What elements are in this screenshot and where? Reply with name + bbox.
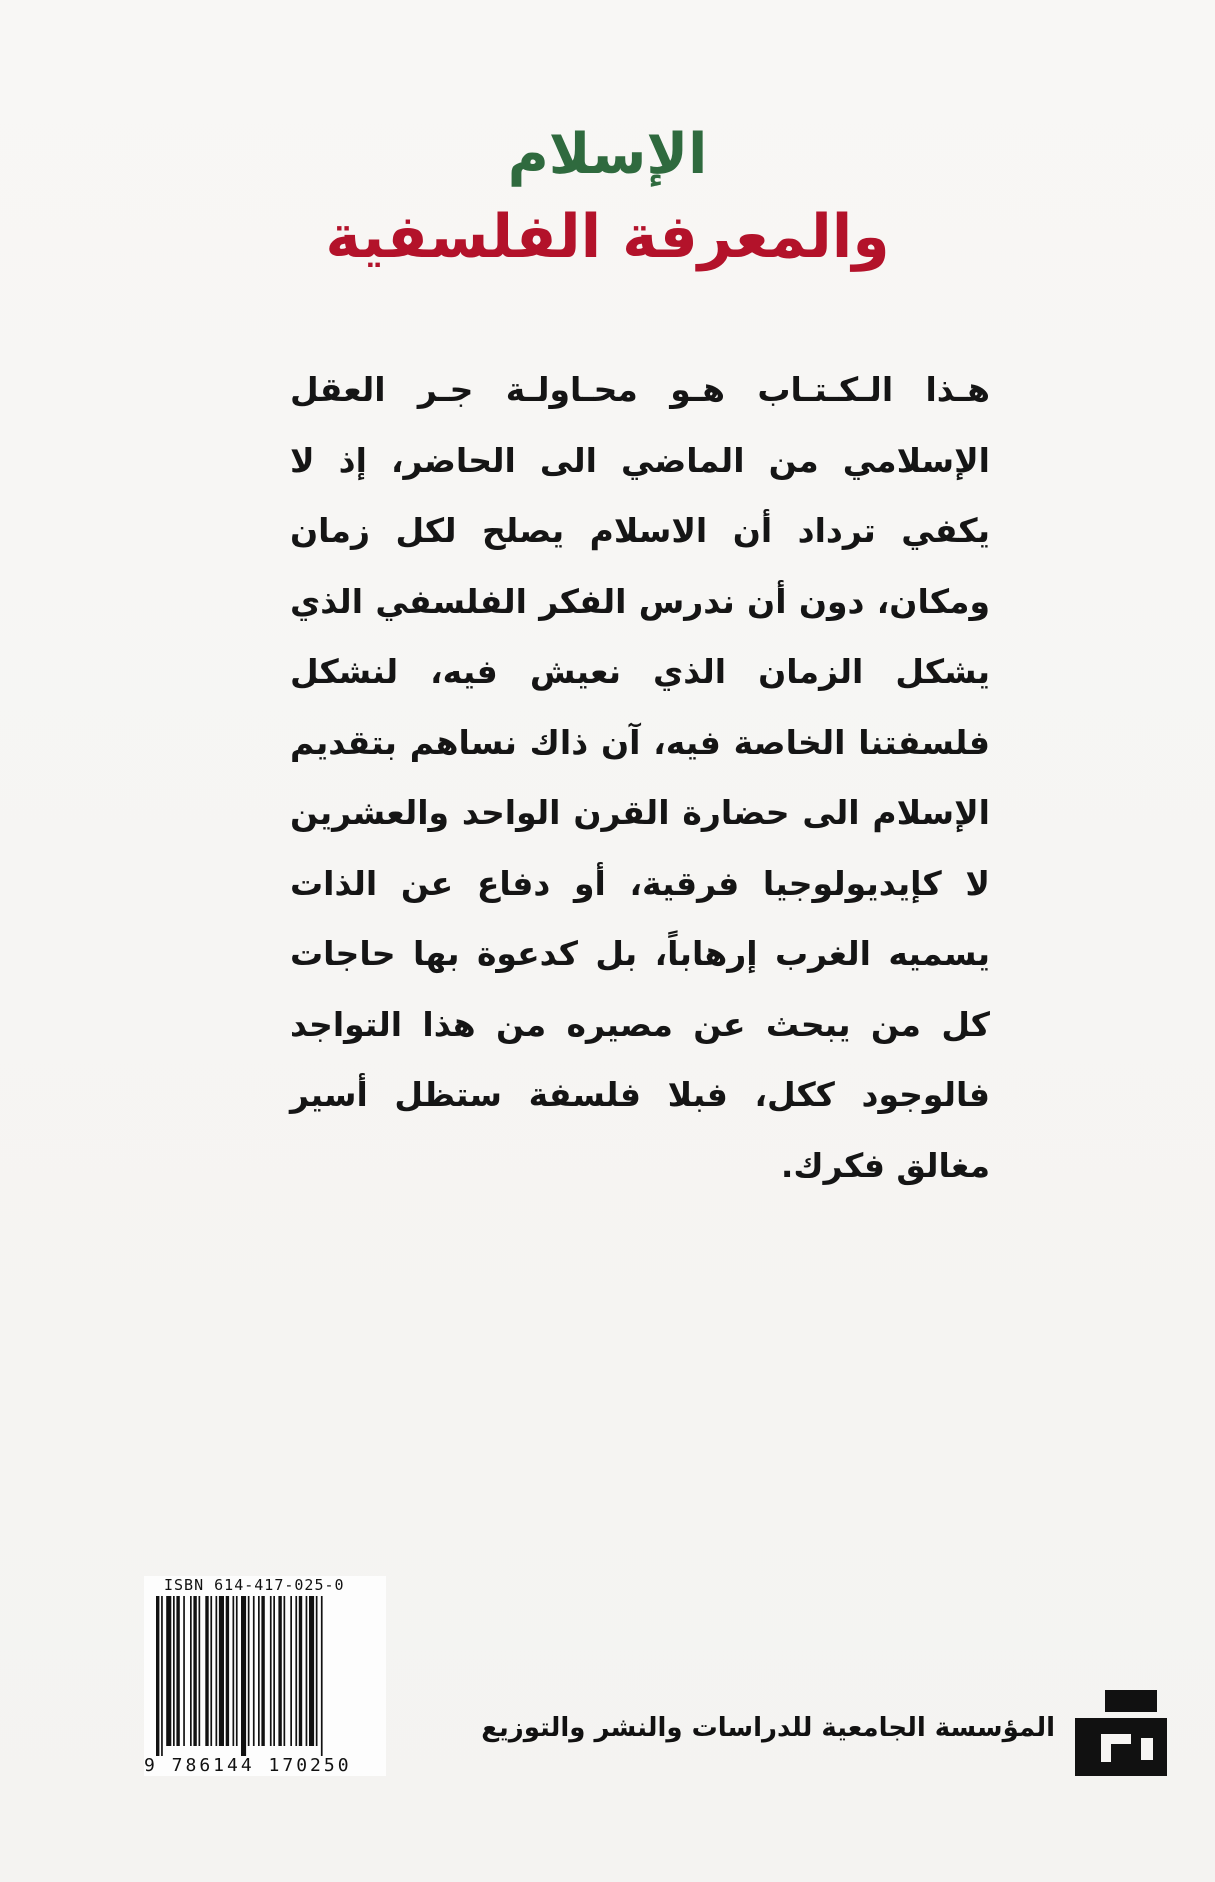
title-line-1: الإسلام [507, 122, 708, 187]
title-line-2: والمعرفة الفلسفية [325, 202, 890, 272]
publisher-name: المؤسسة الجامعية للدراسات والنشر والتوزيع [481, 1713, 1055, 1743]
isbn-barcode [144, 1576, 386, 1776]
barcode-digits: 9 786144 170250 [144, 1755, 352, 1776]
blurb-text [290, 355, 990, 1201]
barcode-bars-icon [156, 1596, 376, 1756]
blurb-paragraph: هـذا الـكـتـاب هـو محـاولـة جـر العقل الإسلامي من الماضي الى الحاضر، إذ لا يكفي ترداد أن الاسلام يصلح لكل زمان ومكان، دون أن ندرس الفكر الفلسفي الذي يشكل الزمان الذي نعيش فيه، لنشكل فلسفتنا الخاصة فيه، آن ذاك نساهم بتقديم الإسلام الى حضارة القرن الواحد والعشرين لا كإيديولوجيا فرقية، أو دفاع عن الذات يسميه الغرب إرهاباً، بل كدعوة بها حاجات كل من يبحث عن مصيره من هذا التواجد فالوجود ككل، فبلا فلسفة ستظل أسير مغالق فكرك. [290, 370, 990, 1185]
isbn-label: ISBN 614-417-025-0 [164, 1576, 345, 1594]
publisher-logo-icon [1075, 1688, 1170, 1778]
